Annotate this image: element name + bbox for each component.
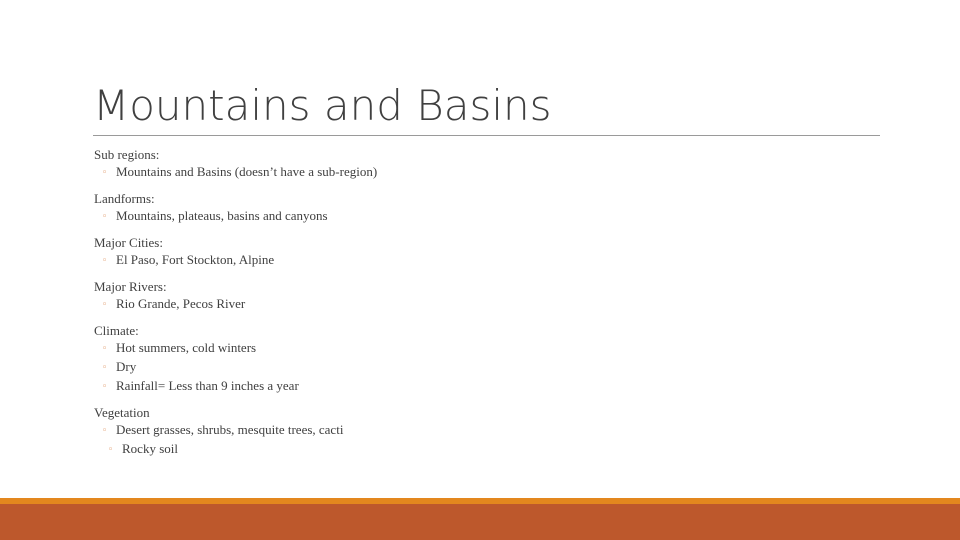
section-sub-regions [94, 146, 874, 182]
bullet-icon: ◦ [108, 445, 114, 455]
list-item [102, 339, 874, 358]
bullet-icon: ◦ [102, 382, 108, 392]
bullet-list [94, 295, 874, 314]
section-heading: Major Cities: [94, 235, 163, 250]
list-item-text: Hot summers, cold winters [116, 340, 257, 355]
sub-bullet-list [94, 440, 874, 459]
footer-band [0, 504, 960, 540]
bullet-list [94, 421, 874, 440]
bullet-icon: ◦ [102, 363, 108, 373]
list-item-text: Mountains, plateaus, basins and canyons [116, 208, 328, 223]
slide-title: Mountains and Basins [93, 81, 552, 130]
list-item [102, 251, 874, 270]
list-item [102, 421, 874, 440]
list-item-text: Mountains and Basins (doesn’t have a sub-region) [116, 164, 378, 179]
section-heading: Vegetation [94, 405, 150, 420]
bullet-icon: ◦ [102, 168, 108, 178]
list-item [102, 295, 874, 314]
bullet-icon: ◦ [102, 300, 108, 310]
section-major-rivers [94, 278, 874, 314]
list-item-text: Rio Grande, Pecos River [116, 296, 246, 311]
list-item-text: El Paso, Fort Stockton, Alpine [116, 252, 275, 267]
title-divider [93, 135, 880, 136]
section-climate [94, 322, 874, 396]
section-heading: Landforms: [94, 191, 155, 206]
list-item [102, 163, 874, 182]
list-item-text: Desert grasses, shrubs, mesquite trees, cacti [116, 422, 344, 437]
sub-list-item [108, 440, 874, 459]
list-item [102, 207, 874, 226]
section-heading: Major Rivers: [94, 279, 167, 294]
section-heading: Sub regions: [94, 147, 160, 162]
bullet-icon: ◦ [102, 426, 108, 436]
section-major-cities [94, 234, 874, 270]
section-heading: Climate: [94, 323, 139, 338]
bullet-list [94, 251, 874, 270]
bullet-icon: ◦ [102, 212, 108, 222]
bullet-list [94, 339, 874, 396]
list-item-text: Rainfall= Less than 9 inches a year [116, 378, 299, 393]
bullet-list [94, 207, 874, 226]
bullet-icon: ◦ [102, 344, 108, 354]
list-item-text: Dry [116, 359, 137, 374]
slide-body [94, 146, 874, 467]
bullet-icon: ◦ [102, 256, 108, 266]
list-item [102, 358, 874, 377]
list-item [102, 377, 874, 396]
bullet-list [94, 163, 874, 182]
list-item-text: Rocky soil [122, 441, 178, 456]
section-landforms [94, 190, 874, 226]
section-vegetation [94, 404, 874, 459]
